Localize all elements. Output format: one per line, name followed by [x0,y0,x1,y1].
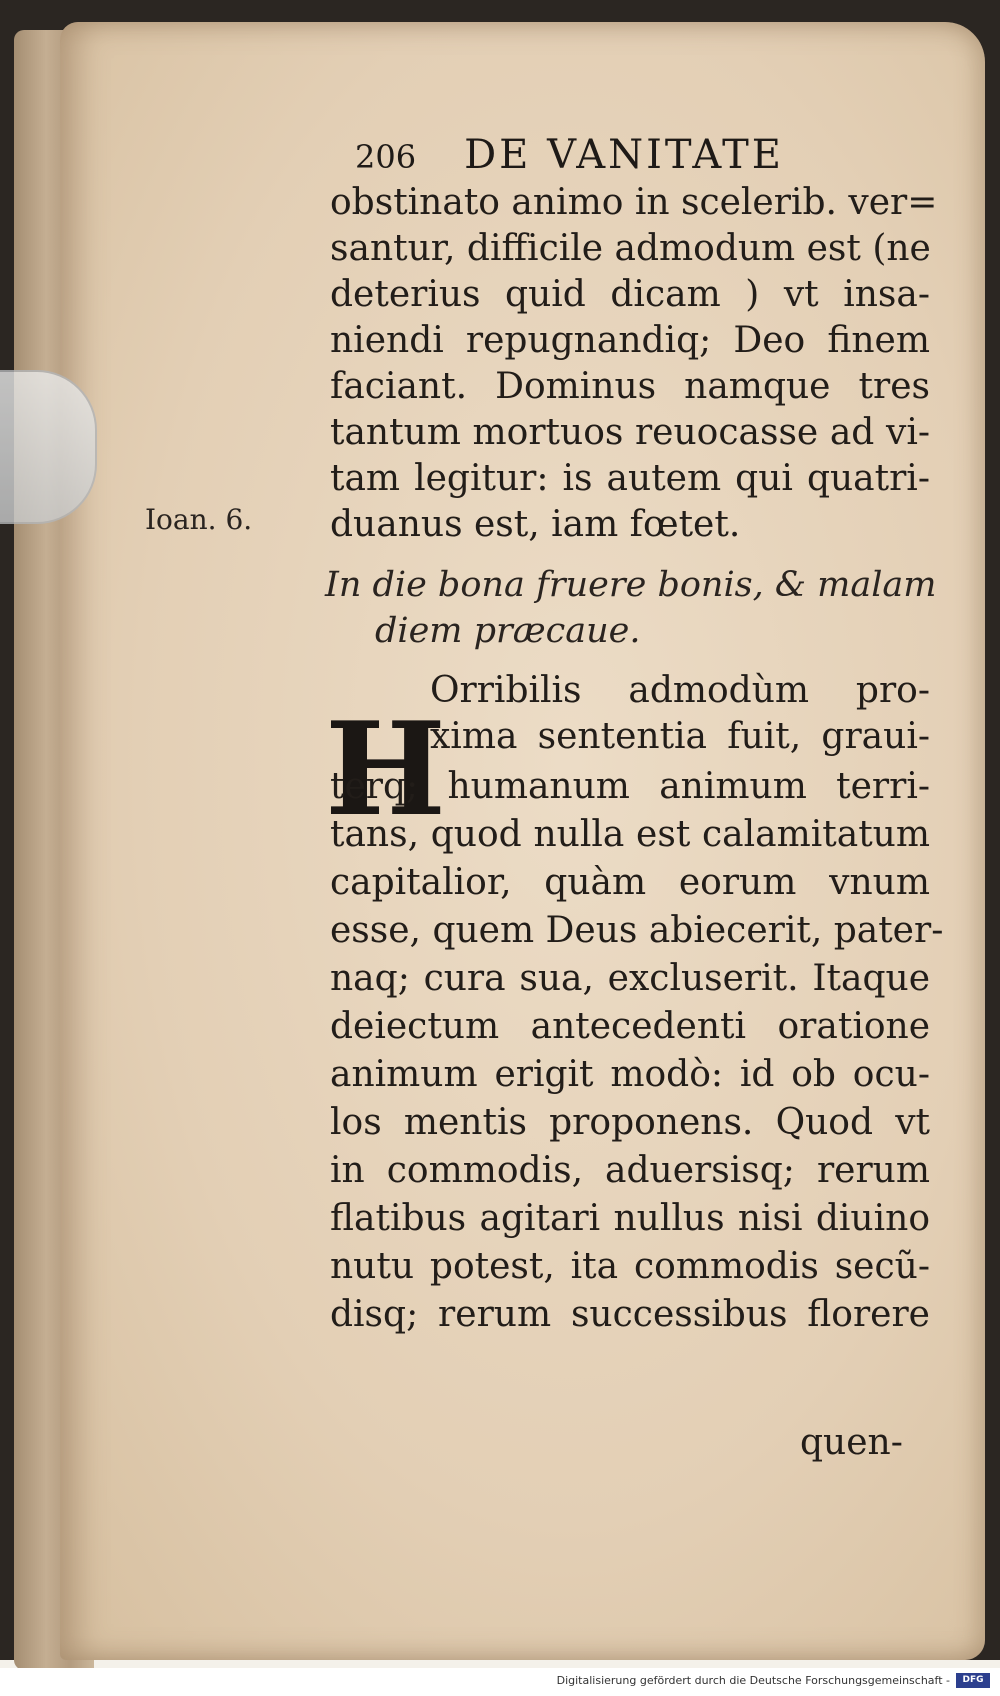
running-head [355,132,855,182]
text-line: xima sententia fuit, graui- [430,716,930,757]
drop-initial: H [325,695,446,845]
text-line: niendi repugnandiq; Deo finem [330,320,930,361]
text-line: deterius quid dicam ) vt insa- [330,274,930,315]
text-line: esse, quem Deus abiecerit, pater- [330,910,944,951]
text-line: capitalior, quàm eorum vnum [330,862,930,903]
page-number: 206 [355,138,417,176]
text-line: tans, quod nulla est calamitatum [330,814,930,855]
text-line: tam legitur: is autem qui quatri- [330,458,930,499]
text-line: faciant. Dominus namque tres [330,366,930,407]
section-heading-line: diem præcaue. [375,611,641,651]
text-line: animum erigit modò: id ob ocu- [330,1054,930,1095]
dfg-logo: DFG [956,1673,990,1688]
text-line: naq; cura sua, excluserit. Itaque [330,958,930,999]
footer-bar [0,1668,1000,1696]
funding-credit: Digitalisierung gefördert durch die Deutsche Forschungsgemeinschaft - [556,1674,950,1687]
text-line: flatibus agitari nullus nisi diuino [330,1198,930,1239]
section-heading-line: In die bona fruere bonis, & malam [325,565,937,605]
catchword: quen- [800,1422,903,1463]
text-line: tantum mortuos reuocasse ad vi- [330,412,930,453]
page-clip [0,370,97,524]
text-line: in commodis, aduersisq; rerum [330,1150,930,1191]
text-line: duanus est, iam fœtet. [330,504,741,545]
margin-reference: Ioan. 6. [145,503,253,536]
text-line: santur, difficile admodum est (ne [330,228,931,269]
text-line: los mentis proponens. Quod vt [330,1102,930,1143]
text-line: disq; rerum successibus florere [330,1294,930,1335]
text-line: Orribilis admodùm pro- [430,670,930,711]
running-head-title: DE VANITATE [464,132,784,178]
text-line: terq; humanum animum terri- [330,766,930,807]
text-line: deiectum antecedenti oratione [330,1006,930,1047]
text-line: nutu potest, ita commodis secũ- [330,1246,930,1287]
text-line: obstinato animo in scelerib. ver= [330,182,938,223]
